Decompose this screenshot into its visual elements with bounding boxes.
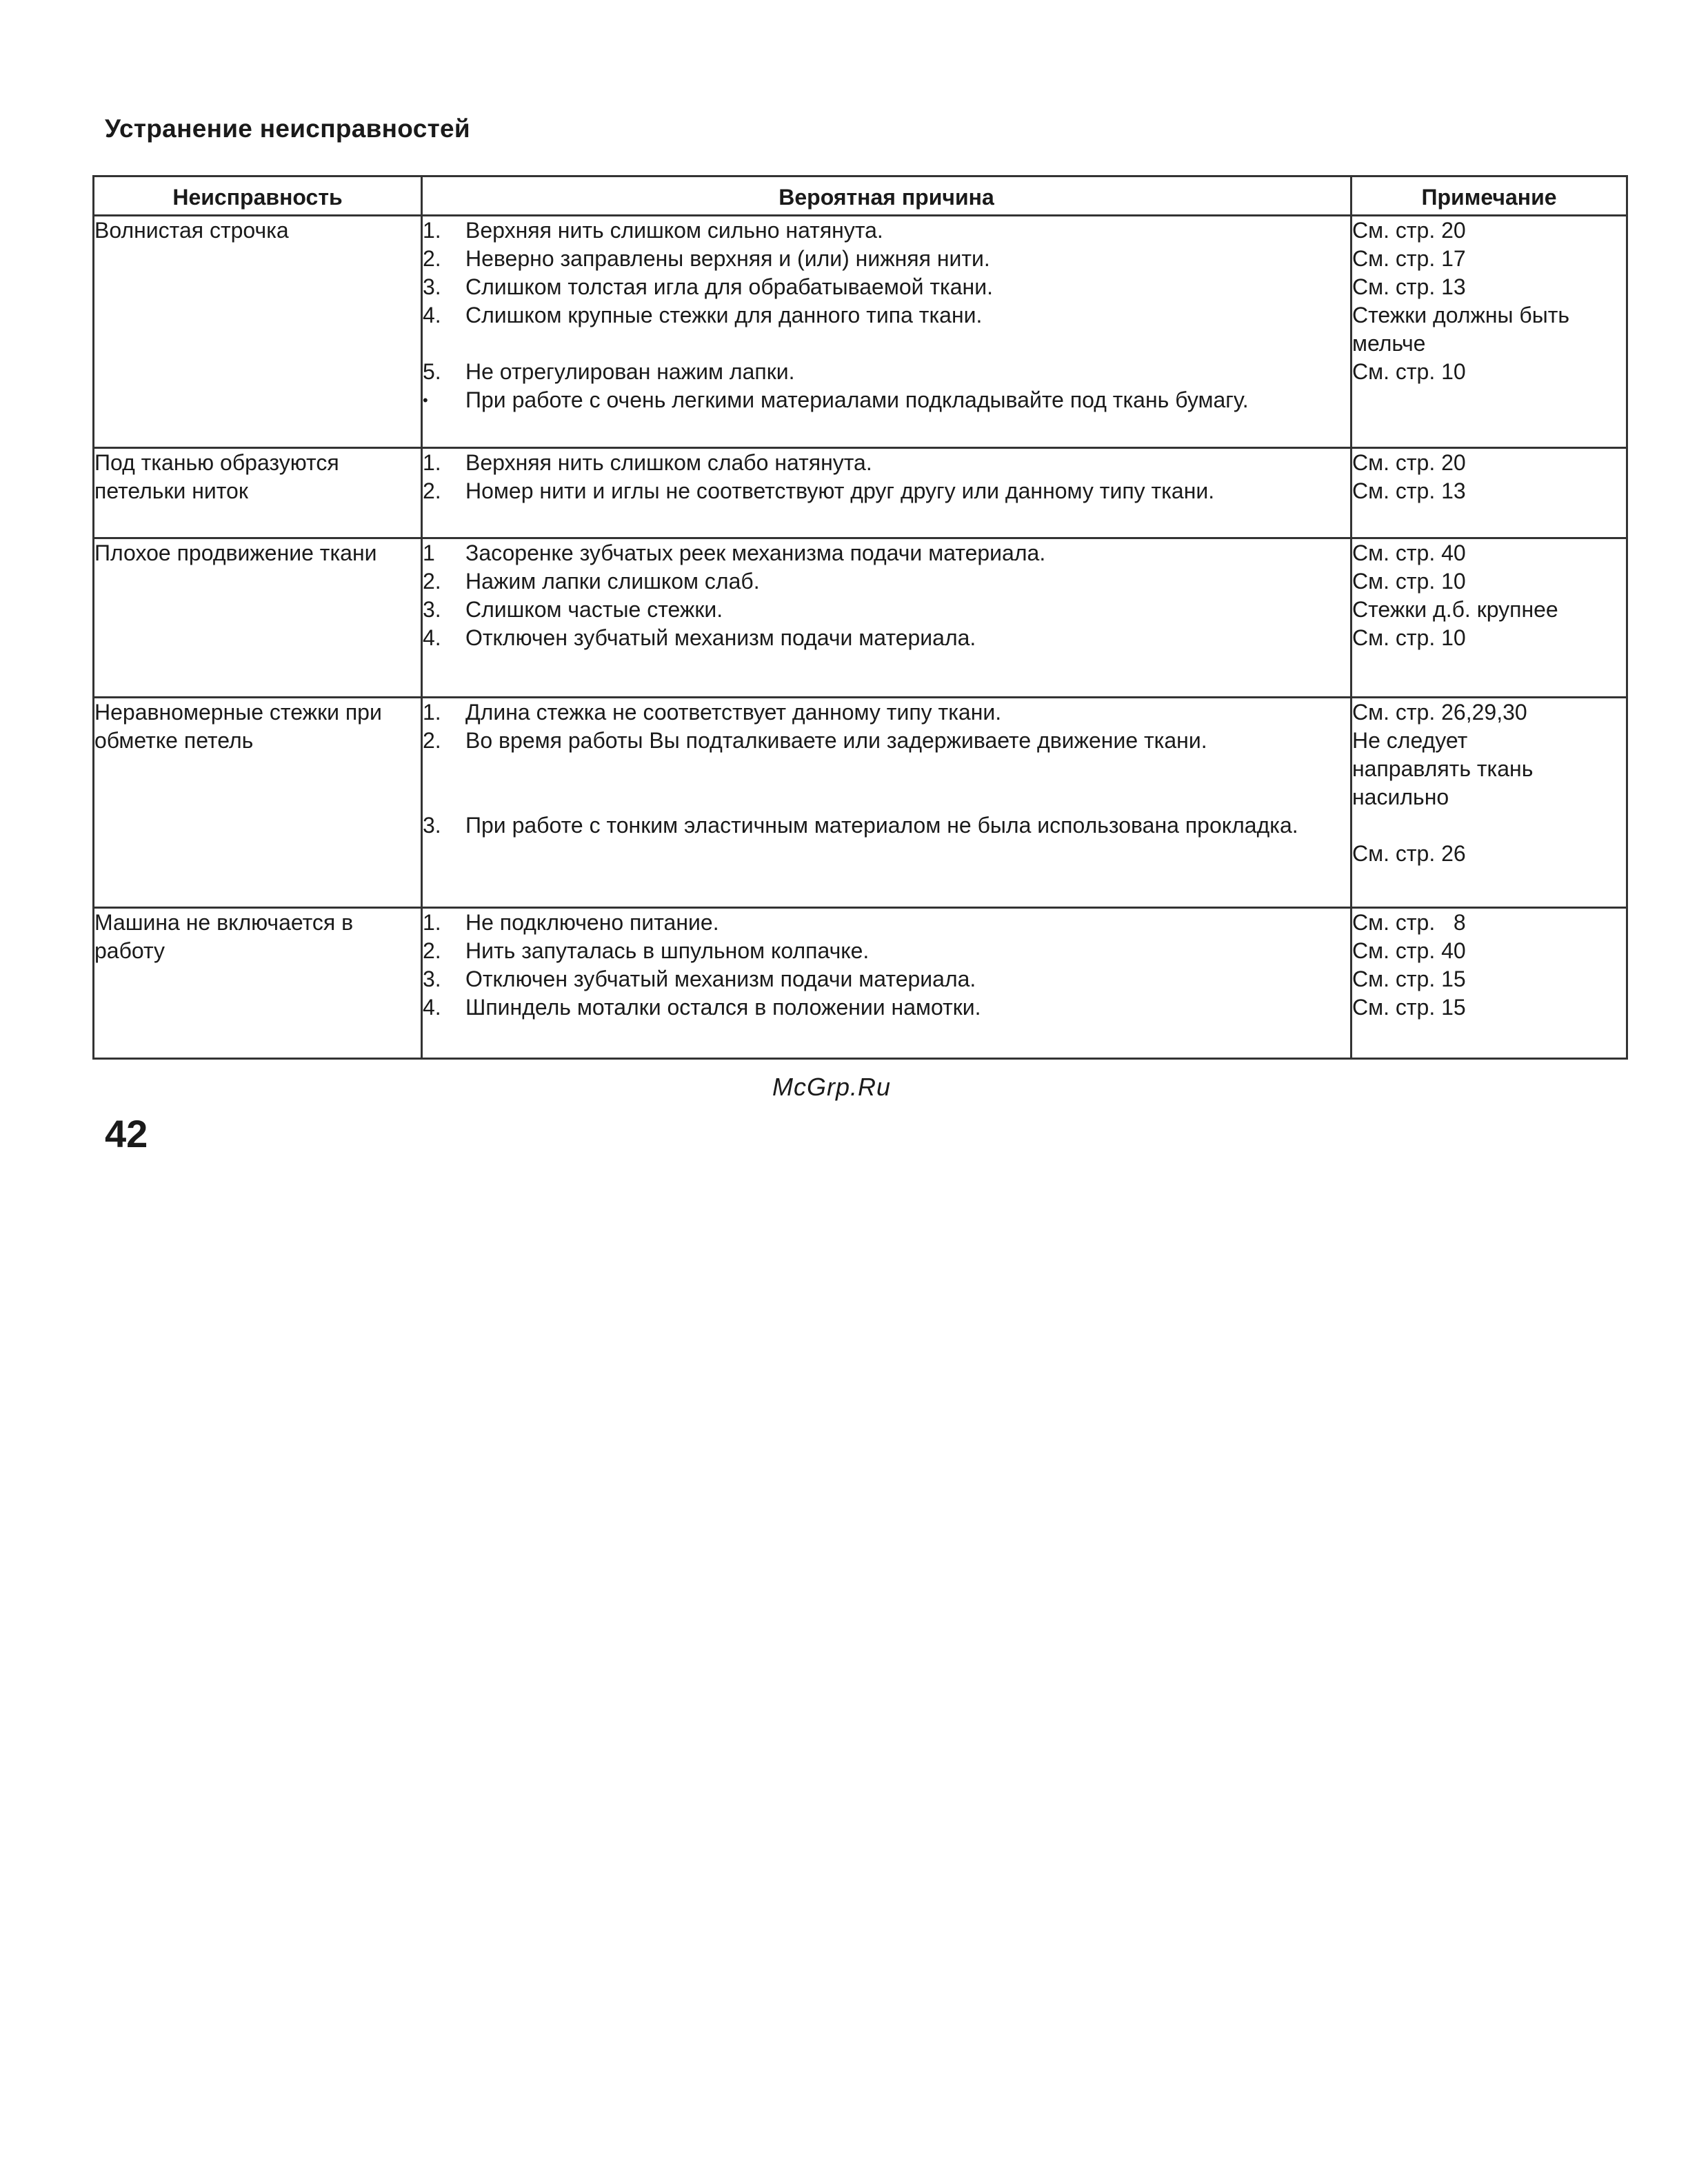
note-cell <box>1352 216 1627 448</box>
cause-item <box>423 216 1350 245</box>
cause-item <box>423 301 1350 330</box>
table-row <box>94 448 1627 538</box>
cause-text: При работе с тонким эластичным материалом не была использована прокладка. <box>465 813 1298 838</box>
cause-text: Не отрегулирован нажим лапки. <box>465 359 795 384</box>
cause-cell <box>422 216 1352 448</box>
cause-item <box>423 273 1350 301</box>
cause-number: 4. <box>423 303 441 327</box>
cause-text: Во время работы Вы подталкиваете или задерживаете движение ткани. <box>465 728 1207 753</box>
note-line: Стежки д.б. крупнее <box>1352 597 1558 622</box>
cause-cell <box>422 908 1352 1059</box>
cause-text: При работе с очень легкими материалами подкладывайте под ткань бумагу. <box>465 387 1249 412</box>
note-line: направлять ткань <box>1352 756 1534 781</box>
note-cell <box>1352 448 1627 538</box>
note-cell <box>1352 698 1627 908</box>
table-row <box>94 698 1627 908</box>
cause-item <box>423 624 1350 652</box>
cause-number: 2. <box>423 728 441 753</box>
cause-text: Нажим лапки слишком слаб. <box>465 569 760 594</box>
troubleshooting-table <box>92 175 1628 1060</box>
cause-text: Длина стежка не соответствует данному типу ткани. <box>465 700 1002 725</box>
bullet-icon: • <box>423 392 428 409</box>
note-line: См. стр. 15 <box>1352 967 1466 991</box>
cause-number: 1. <box>423 450 441 475</box>
note-line: См. стр. 15 <box>1352 995 1466 1020</box>
cause-item <box>423 965 1350 993</box>
cause-item <box>423 727 1350 755</box>
cause-number: 1. <box>423 700 441 725</box>
table-header-row <box>94 176 1627 216</box>
fault-cell: Плохое продвижение ткани <box>94 538 422 698</box>
note-line: См. стр. 26,29,30 <box>1352 700 1527 725</box>
cause-number: 3. <box>423 967 441 991</box>
watermark: McGrp.Ru <box>772 1073 892 1101</box>
note-line: См. стр. 40 <box>1352 938 1466 963</box>
cause-number: 3. <box>423 597 441 622</box>
note-cell <box>1352 538 1627 698</box>
cause-text: Верхняя нить слишком слабо натянута. <box>465 450 872 475</box>
cause-item <box>423 358 1350 386</box>
note-line: См. стр. 10 <box>1352 359 1466 384</box>
cause-number: 2. <box>423 478 441 503</box>
cause-number: 2. <box>423 246 441 271</box>
cause-item <box>423 449 1350 477</box>
table-row <box>94 216 1627 448</box>
cause-number: 1 <box>423 540 435 565</box>
cause-cell <box>422 538 1352 698</box>
header-note: Примечание <box>1352 176 1627 216</box>
fault-cell: Волнистая строчка <box>94 216 422 448</box>
note-line: См. стр. 40 <box>1352 540 1466 565</box>
cause-number: 1. <box>423 218 441 243</box>
cause-number: 2. <box>423 938 441 963</box>
cause-text: Отключен зубчатый механизм подачи материала. <box>465 967 976 991</box>
cause-cell <box>422 698 1352 908</box>
cause-cell <box>422 448 1352 538</box>
cause-text: Неверно заправлены верхняя и (или) нижняя нити. <box>465 246 990 271</box>
cause-item <box>423 937 1350 965</box>
note-line: См. стр. 17 <box>1352 246 1466 271</box>
cause-item <box>423 993 1350 1022</box>
cause-text: Шпиндель моталки остался в положении намотки. <box>465 995 981 1020</box>
fault-cell: Под тканью образуются петельки ниток <box>94 448 422 538</box>
cause-item <box>423 811 1350 840</box>
cause-text: Номер нити и иглы не соответствуют друг другу или данному типу ткани. <box>465 478 1215 503</box>
cause-text: Отключен зубчатый механизм подачи материала. <box>465 625 976 650</box>
table-row <box>94 538 1627 698</box>
cause-item <box>423 539 1350 567</box>
note-line: насильно <box>1352 785 1449 809</box>
cause-text: Засоренке зубчатых реек механизма подачи материала. <box>465 540 1046 565</box>
cause-number: 4. <box>423 995 441 1020</box>
note-line: См. стр. 10 <box>1352 625 1466 650</box>
cause-item <box>423 386 1350 414</box>
cause-number: 2. <box>423 569 441 594</box>
note-line: См. стр. 20 <box>1352 218 1466 243</box>
cause-item <box>423 477 1350 505</box>
page-number: 42 <box>105 1112 148 1155</box>
cause-number: 3. <box>423 274 441 299</box>
note-line: См. стр. 10 <box>1352 569 1466 594</box>
note-line: См. стр. 13 <box>1352 478 1466 503</box>
header-fault: Неисправность <box>94 176 422 216</box>
note-line: См. стр. 13 <box>1352 274 1466 299</box>
cause-item <box>423 567 1350 596</box>
cause-item <box>423 245 1350 273</box>
cause-text: Не подключено питание. <box>465 910 719 935</box>
cause-text: Слишком крупные стежки для данного типа ткани. <box>465 303 983 327</box>
note-cell <box>1352 908 1627 1059</box>
cause-number: 4. <box>423 625 441 650</box>
cause-text: Слишком частые стежки. <box>465 597 723 622</box>
note-line: мельче <box>1352 331 1426 356</box>
cause-text: Слишком толстая игла для обрабатываемой ткани. <box>465 274 993 299</box>
cause-number: 1. <box>423 910 441 935</box>
page-title: Устранение неисправностей <box>105 114 470 143</box>
fault-cell: Машина не включается в работу <box>94 908 422 1059</box>
cause-number: 5. <box>423 359 441 384</box>
cause-text: Нить запуталась в шпульном колпачке. <box>465 938 870 963</box>
note-line: См. стр. 26 <box>1352 841 1466 866</box>
note-line: См. стр. 20 <box>1352 450 1466 475</box>
cause-text: Верхняя нить слишком сильно натянута. <box>465 218 883 243</box>
fault-cell: Неравномерные стежки при обметке петель <box>94 698 422 908</box>
note-line: Стежки должны быть <box>1352 303 1570 327</box>
cause-item <box>423 909 1350 937</box>
note-line: Не следует <box>1352 728 1468 753</box>
cause-item <box>423 698 1350 727</box>
cause-item <box>423 596 1350 624</box>
note-line: См. стр. 8 <box>1352 910 1466 935</box>
header-cause: Вероятная причина <box>422 176 1352 216</box>
cause-number: 3. <box>423 813 441 838</box>
table-row <box>94 908 1627 1059</box>
